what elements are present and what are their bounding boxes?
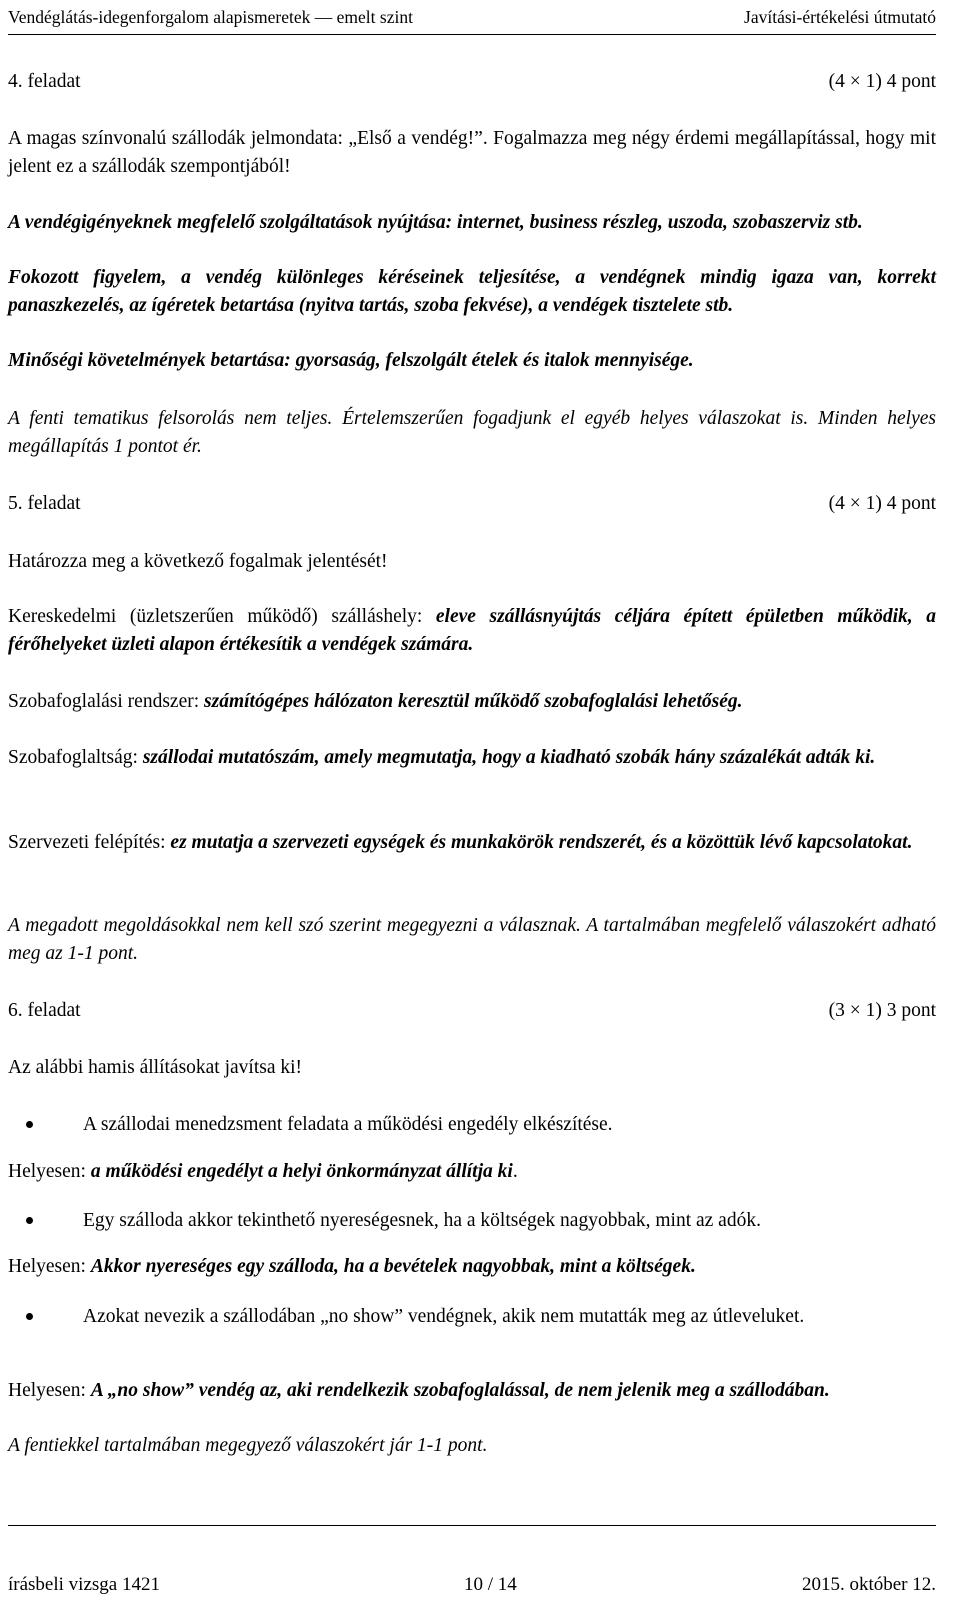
task5-term: Szervezeti felépítés:: [8, 832, 171, 853]
task4-note: A fenti tematikus felsorolás nem teljes. Értelemszerűen fogadjunk el egyéb helyes válaszokat is. Minden helyes megállapítás 1 pontot ér.: [8, 408, 936, 457]
task6-question: Az alábbi hamis állításokat javítsa ki!: [8, 1057, 303, 1078]
task6-points: (3 × 1) 3 pont: [828, 1000, 936, 1021]
correction-label: Helyesen:: [8, 1380, 91, 1401]
task5-definition: ez mutatja a szervezeti egységek és munkakörök rendszerét, és a közöttük lévő kapcsolatokat.: [170, 832, 913, 853]
correction-tail: .: [512, 1161, 518, 1182]
task4-title: 4. feladat: [8, 71, 81, 92]
task4-answer-2: Fokozott figyelem, a vendég különleges kéréseinek teljesítése, a vendégnek mindig igaza van, korrekt panaszkezelés, az ígéretek betartása (nyitva tartás, szoba fekvése), a vendégek tisztelete stb.: [8, 267, 936, 316]
bullet-icon: [26, 1313, 33, 1320]
task6-false-statement: A szállodai menedzsment feladata a működési engedély elkészítése.: [83, 1114, 613, 1135]
task6-note: A fentiekkel tartalmában megegyező válaszokért jár 1-1 pont.: [8, 1435, 488, 1456]
task5-term: Szobafoglalási rendszer:: [8, 691, 205, 712]
bullet-icon: [26, 1217, 33, 1224]
task6-title: 6. feladat: [8, 1000, 81, 1021]
task5-item: [8, 688, 936, 716]
header-subtitle: Javítási-értékelési útmutató: [744, 7, 936, 27]
page-number: 10 / 14: [464, 1574, 517, 1595]
task4-question: A magas színvonalú szállodák jelmondata: „Első a vendég!”. Fogalmazza meg négy érdemi megállapítással, hogy mit jelent ez a szállodák szempontjából!: [8, 128, 936, 177]
bullet-icon: [26, 1121, 33, 1128]
header-title: Vendéglátás-idegenforgalom alapismeretek — emelt szint: [8, 7, 413, 27]
task6-false-statement: Egy szálloda akkor tekinthető nyereségesnek, ha a költségek nagyobbak, mint az adók.: [83, 1210, 761, 1231]
footer-rule: [8, 1525, 936, 1526]
task5-points: (4 × 1) 4 pont: [828, 493, 936, 514]
footer-date: 2015. október 12.: [801, 1574, 936, 1595]
page-footer: [8, 1572, 936, 1598]
task4-answer-3: Minőségi követelmények betartása: gyorsaság, felszolgált ételek és italok mennyisége.: [8, 350, 694, 371]
correction-text: A „no show” vendég az, aki rendelkezik szobafoglalással, de nem jelenik meg a szállodában.: [90, 1380, 830, 1401]
task5-item: [8, 603, 936, 658]
correction-label: Helyesen:: [8, 1256, 91, 1277]
task5-definition: számítógépes hálózaton keresztül működő szobafoglalási lehetőség.: [204, 691, 743, 712]
task5-definition: eleve szállásnyújtás céljára épített épületben működik, a férőhelyeket üzleti alapon értékesítik a vendégek számára.: [8, 606, 937, 655]
task5-term: Kereskedelmi (üzletszerűen működő) szálláshely:: [8, 606, 436, 627]
footer-exam-id: írásbeli vizsga 1421: [8, 1574, 160, 1595]
page-header: [8, 4, 936, 30]
task4-points: (4 × 1) 4 pont: [828, 71, 936, 92]
correction-text: Akkor nyereséges egy szálloda, ha a bevételek nagyobbak, mint a költségek.: [90, 1256, 696, 1277]
task5-question: Határozza meg a következő fogalmak jelentését!: [8, 551, 388, 572]
task5-item: [8, 829, 936, 857]
task5-definition: szállodai mutatószám, amely megmutatja, hogy a kiadható szobák hány százalékát adták ki.: [142, 747, 876, 768]
task4-answer-1: A vendégigényeknek megfelelő szolgáltatások nyújtása: internet, business részleg, uszoda, szobaszerviz stb.: [8, 212, 863, 233]
correction-text: a működési engedélyt a helyi önkormányzat állítja ki: [90, 1161, 513, 1182]
task5-title: 5. feladat: [8, 493, 81, 514]
task6-false-statement: Azokat nevezik a szállodában „no show” vendégnek, akik nem mutatták meg az útleveluket.: [83, 1306, 805, 1327]
task6-correction: [8, 1158, 936, 1186]
task6-correction: [8, 1253, 936, 1281]
correction-label: Helyesen:: [8, 1161, 91, 1182]
task5-term: Szobafoglaltság:: [8, 747, 143, 768]
task6-correction: [8, 1377, 936, 1405]
header-rule: [8, 34, 936, 35]
task5-item: [8, 744, 936, 772]
task5-note: A megadott megoldásokkal nem kell szó szerint megegyezni a válasznak. A tartalmában megfelelő válaszokért adható meg az 1-1 pont.: [8, 915, 936, 964]
